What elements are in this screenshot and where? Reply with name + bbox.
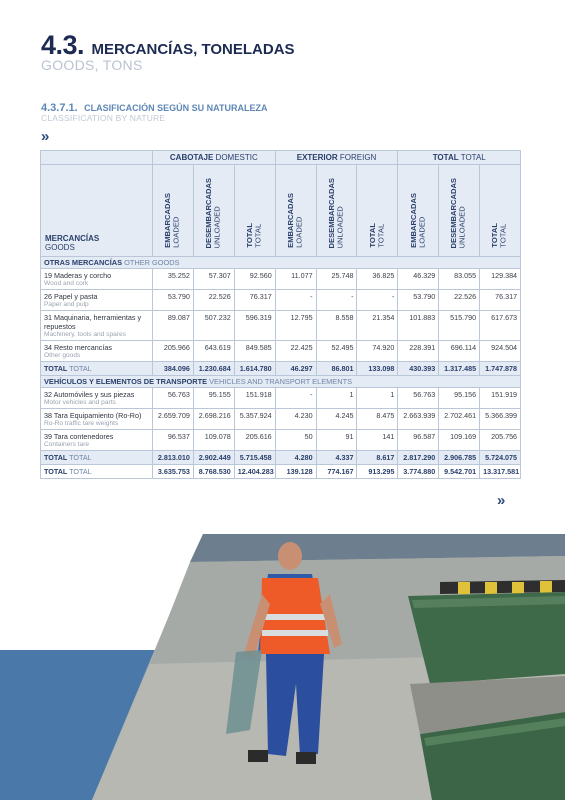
value-cell: 22.526 <box>439 290 480 311</box>
value-cell: 913.295 <box>357 465 398 479</box>
column-label-es: TOTAL <box>367 223 377 248</box>
goods-name <box>41 409 153 430</box>
page-title-text: MERCANCÍAS, TONELADAS <box>91 41 295 58</box>
value-cell: 849.585 <box>234 341 275 362</box>
port-worker-photo <box>0 534 565 800</box>
value-cell: - <box>275 290 316 311</box>
section-number: 4.3.7.1. <box>41 102 78 114</box>
goods-name-en: Paper and pulp <box>44 301 89 308</box>
column-label-es: EMBARCADAS <box>163 193 173 248</box>
table-row <box>41 341 521 362</box>
value-cell: 507.232 <box>193 311 234 341</box>
goods-name-es: 32 Automóviles y sus piezas <box>44 390 135 399</box>
total-label <box>41 362 153 376</box>
value-cell: 36.825 <box>357 269 398 290</box>
value-cell: 5.724.075 <box>480 451 521 465</box>
value-cell: 25.748 <box>316 269 357 290</box>
goods-name <box>41 341 153 362</box>
value-cell: 4.280 <box>275 451 316 465</box>
chevron-right-icon: » <box>41 128 50 145</box>
value-cell: 5.715.458 <box>234 451 275 465</box>
group-label-es: EXTERIOR <box>296 153 338 162</box>
value-cell: 228.391 <box>398 341 439 362</box>
value-cell: 430.393 <box>398 362 439 376</box>
goods-name <box>41 290 153 311</box>
goods-name-es: 26 Papel y pasta <box>44 292 98 301</box>
value-cell: 8.558 <box>316 311 357 341</box>
value-cell: 151.918 <box>234 388 275 409</box>
value-cell: 95.156 <box>439 388 480 409</box>
column-header <box>193 165 234 257</box>
goods-name-es: 19 Maderas y corcho <box>44 271 112 280</box>
group-label-en: FOREIGN <box>339 153 377 162</box>
value-cell: 384.096 <box>153 362 194 376</box>
grand-total-label-en: TOTAL <box>69 467 92 476</box>
value-cell: 2.906.785 <box>439 451 480 465</box>
goods-name-en: Motor vehicles and parts <box>44 399 116 406</box>
column-header-text <box>328 178 345 248</box>
value-cell: 8.617 <box>357 451 398 465</box>
category-row <box>41 376 521 388</box>
value-cell: 96.537 <box>153 430 194 451</box>
value-cell: - <box>316 290 357 311</box>
column-header <box>398 165 439 257</box>
value-cell: 617.673 <box>480 311 521 341</box>
column-header <box>153 165 194 257</box>
column-label-en: UNLOADED <box>212 205 222 248</box>
column-header-text <box>450 178 467 248</box>
grand-total-row <box>41 465 521 479</box>
category-row <box>41 257 521 269</box>
value-cell: 129.384 <box>480 269 521 290</box>
value-cell: 5.366.399 <box>480 409 521 430</box>
value-cell: 139.128 <box>275 465 316 479</box>
value-cell: 643.619 <box>193 341 234 362</box>
table-row <box>41 290 521 311</box>
column-header-row <box>41 165 521 257</box>
value-cell: 12.795 <box>275 311 316 341</box>
row-header-es: MERCANCÍAS <box>45 234 100 243</box>
group-header-2 <box>398 151 521 165</box>
value-cell: 13.317.581 <box>480 465 521 479</box>
value-cell: 56.763 <box>153 388 194 409</box>
goods-name <box>41 311 153 341</box>
value-cell: 4.245 <box>316 409 357 430</box>
total-label-es: TOTAL <box>44 453 68 462</box>
group-label-es: TOTAL <box>432 153 459 162</box>
column-label-en: TOTAL <box>253 224 263 248</box>
value-cell: 22.425 <box>275 341 316 362</box>
column-header-text <box>164 193 181 248</box>
value-cell: 205.756 <box>480 430 521 451</box>
page-title-number: 4.3. <box>41 30 85 60</box>
value-cell: 774.167 <box>316 465 357 479</box>
table-row <box>41 269 521 290</box>
value-cell: - <box>275 388 316 409</box>
value-cell: 4.230 <box>275 409 316 430</box>
column-header-text <box>369 223 386 248</box>
value-cell: 53.790 <box>398 290 439 311</box>
column-label-es: DESEMBARCADAS <box>204 177 214 248</box>
value-cell: 2.902.449 <box>193 451 234 465</box>
value-cell: 101.883 <box>398 311 439 341</box>
value-cell: 205.966 <box>153 341 194 362</box>
total-label <box>41 451 153 465</box>
value-cell: 76.317 <box>480 290 521 311</box>
category-label-es: OTRAS MERCANCÍAS <box>44 258 123 267</box>
next-page-chevron-icon: » <box>497 492 506 509</box>
value-cell: 21.354 <box>357 311 398 341</box>
value-cell: 46.297 <box>275 362 316 376</box>
value-cell: 151.919 <box>480 388 521 409</box>
value-cell: 3.635.753 <box>153 465 194 479</box>
column-label-en: TOTAL <box>376 224 386 248</box>
total-label-en: TOTAL <box>69 364 92 373</box>
value-cell: 109.169 <box>439 430 480 451</box>
table-row <box>41 388 521 409</box>
goods-name-en: Machinery, tools and spares <box>44 331 126 338</box>
page-subtitle: GOODS, TONS <box>41 57 143 73</box>
category-label-en: OTHER GOODS <box>124 258 180 267</box>
category-label-en: VEHICLES AND TRANSPORT ELEMENTS <box>209 377 353 386</box>
value-cell: 9.542.701 <box>439 465 480 479</box>
value-cell: 141 <box>357 430 398 451</box>
column-header-text <box>246 223 263 248</box>
column-header-text <box>205 178 222 248</box>
column-header <box>234 165 275 257</box>
goods-name-es: 39 Tara contenedores <box>44 432 114 441</box>
value-cell: 76.317 <box>234 290 275 311</box>
column-label-en: LOADED <box>171 216 181 248</box>
table-row <box>41 311 521 341</box>
value-cell: 46.329 <box>398 269 439 290</box>
value-cell: 924.504 <box>480 341 521 362</box>
goods-name <box>41 269 153 290</box>
value-cell: 12.404.283 <box>234 465 275 479</box>
value-cell: 95.155 <box>193 388 234 409</box>
grand-total-label-es: TOTAL <box>44 467 68 476</box>
goods-name-es: 31 Maquinaria, herramientas y repuestos <box>44 313 142 331</box>
value-cell: 11.077 <box>275 269 316 290</box>
section-subtitle: CLASSIFICATION BY NATURE <box>41 113 166 123</box>
value-cell: 515.790 <box>439 311 480 341</box>
value-cell: 53.790 <box>153 290 194 311</box>
value-cell: - <box>357 290 398 311</box>
column-header <box>439 165 480 257</box>
value-cell: 89.087 <box>153 311 194 341</box>
total-label-es: TOTAL <box>44 364 68 373</box>
value-cell: 2.663.939 <box>398 409 439 430</box>
value-cell: 2.817.290 <box>398 451 439 465</box>
value-cell: 74.920 <box>357 341 398 362</box>
value-cell: 3.774.880 <box>398 465 439 479</box>
goods-name-en: Ro-Ro traffic tare weights <box>44 420 119 427</box>
column-label-es: EMBARCADAS <box>285 193 295 248</box>
total-label-en: TOTAL <box>69 453 92 462</box>
group-header-1 <box>275 151 398 165</box>
column-label-en: LOADED <box>417 216 427 248</box>
grand-total-label <box>41 465 153 479</box>
column-label-es: TOTAL <box>245 223 255 248</box>
value-cell: 92.560 <box>234 269 275 290</box>
value-cell: 2.659.709 <box>153 409 194 430</box>
value-cell: 56.763 <box>398 388 439 409</box>
goods-name <box>41 430 153 451</box>
value-cell: 2.698.216 <box>193 409 234 430</box>
column-header <box>480 165 521 257</box>
column-label-es: DESEMBARCADAS <box>449 177 459 248</box>
group-header-row <box>41 151 521 165</box>
goods-name-en: Wood and cork <box>44 280 89 287</box>
group-label-en: TOTAL <box>460 153 486 162</box>
value-cell: 1.747.878 <box>480 362 521 376</box>
column-header-text <box>491 223 508 248</box>
column-label-en: LOADED <box>294 216 304 248</box>
value-cell: 5.357.924 <box>234 409 275 430</box>
column-header <box>275 165 316 257</box>
value-cell: 35.252 <box>153 269 194 290</box>
value-cell: 1 <box>357 388 398 409</box>
table-row <box>41 430 521 451</box>
value-cell: 8.768.530 <box>193 465 234 479</box>
goods-name <box>41 388 153 409</box>
column-label-en: UNLOADED <box>335 205 345 248</box>
group-header-0 <box>153 151 276 165</box>
value-cell: 2.813.010 <box>153 451 194 465</box>
category-label <box>41 257 521 269</box>
table-row <box>41 409 521 430</box>
value-cell: 109.078 <box>193 430 234 451</box>
value-cell: 1.614.780 <box>234 362 275 376</box>
value-cell: 8.475 <box>357 409 398 430</box>
value-cell: 57.307 <box>193 269 234 290</box>
column-header-text <box>410 193 427 248</box>
column-label-en: TOTAL <box>499 224 509 248</box>
value-cell: 83.055 <box>439 269 480 290</box>
group-header-blank <box>41 151 153 165</box>
value-cell: 91 <box>316 430 357 451</box>
goods-table <box>40 150 521 479</box>
value-cell: 50 <box>275 430 316 451</box>
category-label <box>41 376 521 388</box>
section-title-text: CLASIFICACIÓN SEGÚN SU NATURALEZA <box>84 103 268 113</box>
row-header-en: GOODS <box>45 243 75 252</box>
section-total-row <box>41 362 521 376</box>
column-label-en: UNLOADED <box>458 205 468 248</box>
value-cell: 22.526 <box>193 290 234 311</box>
goods-name-en: Other goods <box>44 352 81 359</box>
value-cell: 133.098 <box>357 362 398 376</box>
value-cell: 1.317.485 <box>439 362 480 376</box>
row-header-label <box>41 165 153 257</box>
group-label-en: DOMESTIC <box>215 153 258 162</box>
value-cell: 596.319 <box>234 311 275 341</box>
value-cell: 1 <box>316 388 357 409</box>
photo-scene <box>92 534 565 800</box>
column-label-es: DESEMBARCADAS <box>326 177 336 248</box>
category-label-es: VEHÍCULOS Y ELEMENTOS DE TRANSPORTE <box>44 377 208 386</box>
value-cell: 696.114 <box>439 341 480 362</box>
column-header <box>357 165 398 257</box>
value-cell: 4.337 <box>316 451 357 465</box>
column-header <box>316 165 357 257</box>
value-cell: 2.702.461 <box>439 409 480 430</box>
goods-name-es: 38 Tara Equipamiento (Ro-Ro) <box>44 411 142 420</box>
value-cell: 52.495 <box>316 341 357 362</box>
value-cell: 205.616 <box>234 430 275 451</box>
section-total-row <box>41 451 521 465</box>
group-label-es: CABOTAJE <box>169 153 214 162</box>
value-cell: 86.801 <box>316 362 357 376</box>
value-cell: 1.230.684 <box>193 362 234 376</box>
column-header-text <box>287 193 304 248</box>
goods-name-es: 34 Resto mercancías <box>44 343 112 352</box>
value-cell: 96.587 <box>398 430 439 451</box>
goods-name-en: Containers tare <box>44 441 90 448</box>
column-label-es: EMBARCADAS <box>408 193 418 248</box>
column-label-es: TOTAL <box>490 223 500 248</box>
